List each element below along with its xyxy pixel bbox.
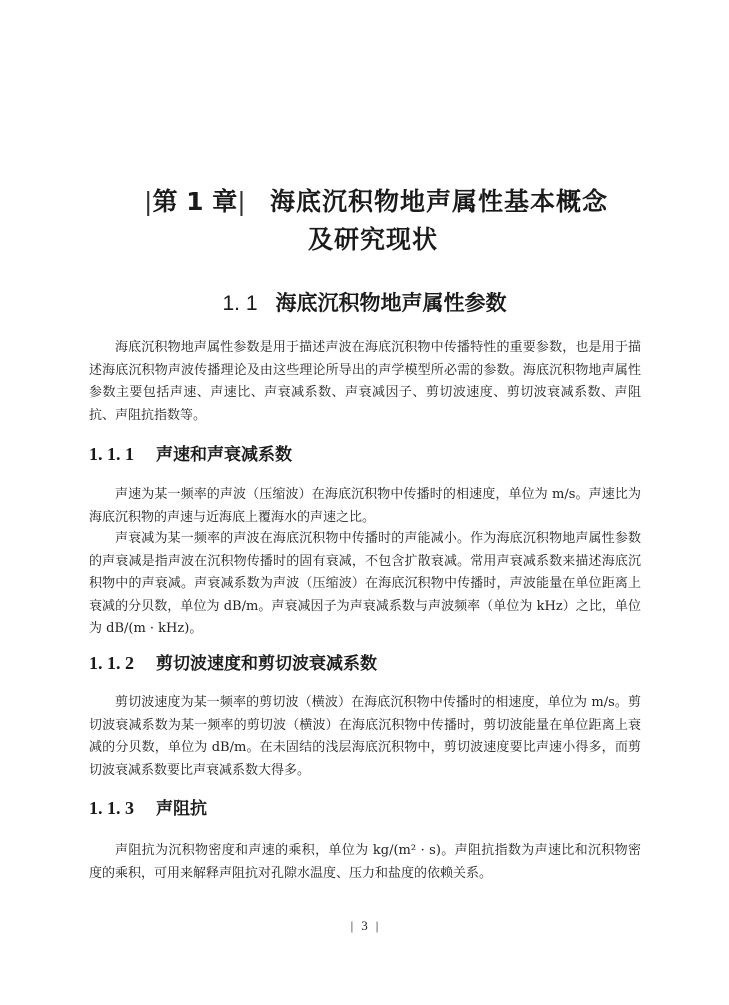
- chapter-title-line-2: 及研究现状: [308, 225, 439, 254]
- section-heading: [0, 288, 729, 319]
- subsection-title: 声阻抗: [156, 799, 207, 819]
- page-number: 3: [361, 918, 368, 933]
- section-title: 海底沉积物地声属性参数: [275, 291, 507, 315]
- chapter-label: [144, 184, 246, 220]
- subsection-heading-1-1-1: [89, 442, 292, 467]
- subsection-number: 1. 1. 3: [89, 798, 134, 818]
- paragraph-shear-wave: 剪切波速度为某一频率的剪切波（横波）在海底沉积物中传播时的相速度，单位为 m/s。剪切波衰减系数为某一频率的剪切波（横波）在海底沉积物中传播时，剪切波能量在单位距离上衰减的分贝数，单位为 dB/m。在未固结的浅层海底沉积物中，剪切波速度要比声速小得多，而剪切波衰减系数要比声衰减系数大得多。: [89, 695, 641, 778]
- chapter-title-line-1: 海底沉积物地声属性基本概念: [270, 187, 609, 216]
- paragraph-acoustic-impedance: 声阻抗为沉积物密度和声速的乘积，单位为 kg/(m² · s)。声阻抗指数为声速比和沉积物密度的乘积，可用来解释声阻抗对孔隙水温度、压力和盐度的依赖关系。: [89, 843, 641, 881]
- paragraph-sound-attenuation: 声衰减为某一频率的声波在海底沉积物中传播时的声能减小。作为海底沉积物地声属性参数的声衰减是指声波在沉积物传播时的固有衰减，不包含扩散衰减。常用声衰减系数来描述海底沉积物中的声衰减。声衰减系数为声波（压缩波）在海底沉积物中传播时，声波能量在单位距离上衰减的分贝数，单位为 dB/m。声衰减因子为声衰减系数与声波频率（单位为 kHz）之比，单位为 dB/(m · kHz)。: [89, 531, 641, 636]
- subsection-heading-1-1-3: [89, 796, 207, 821]
- subsection-title: 声速和声衰减系数: [156, 445, 292, 465]
- subsection-heading-1-1-2: [89, 651, 377, 676]
- section-intro-paragraph: 海底沉积物地声属性参数是用于描述声波在海底沉积物中传播特性的重要参数，也是用于描述海底沉积物声波传播理论及由这些理论所导出的声学模型所必需的参数。海底沉积物地声属性参数主要包括声速、声速比、声衰减系数、声衰减因子、剪切波速度、剪切波衰减系数、声阻抗、声阻抗指数等。: [89, 340, 641, 423]
- subsection-number: 1. 1. 2: [89, 653, 134, 673]
- subsection-title: 剪切波速度和剪切波衰减系数: [156, 654, 377, 674]
- chapter-label-left-rule: |: [144, 187, 153, 216]
- section-number: 1. 1: [222, 292, 258, 315]
- folio-right-rule: |: [375, 918, 379, 933]
- chapter-label-text: 第 1 章: [152, 187, 238, 216]
- folio-left-rule: |: [350, 918, 354, 933]
- subsection-number: 1. 1. 1: [89, 444, 134, 464]
- page-footer: [0, 916, 729, 936]
- paragraph-sound-speed: 声速为某一频率的声波（压缩波）在海底沉积物中传播时的相速度，单位为 m/s。声速比为海底沉积物的声速与近海底上覆海水的声速之比。: [89, 487, 641, 525]
- chapter-label-right-rule: |: [237, 187, 246, 216]
